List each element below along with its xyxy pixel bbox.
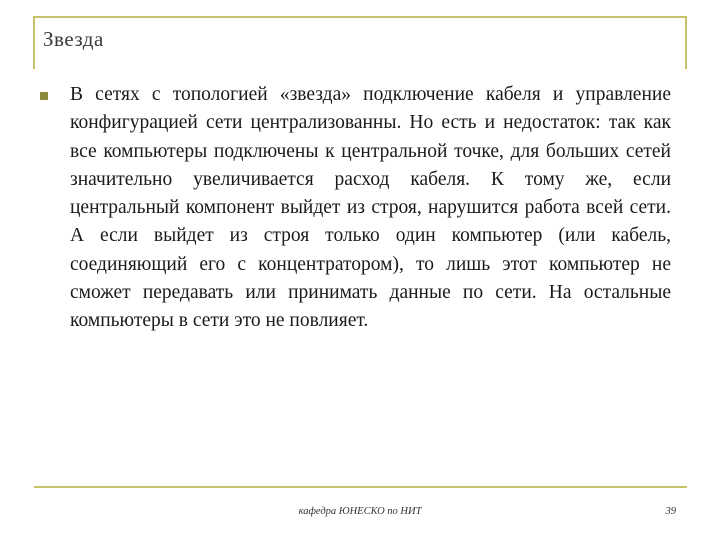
footer-divider	[34, 486, 687, 488]
title-frame-left-line	[33, 16, 35, 69]
slide-body-text: В сетях с топологией «звезда» подключение кабеля и управление конфигурацией сети централизованны. Но есть и недостаток: так как все компьютеры подключены к центральной точке, для больших сетей значительно увеличивается расход кабеля. К тому же, если центральный компонент выйдет из строя, нарушится работа всей сети. А если выйдет из строя только один компьютер (или кабель, соединяющий его с концентратором), то лишь этот компьютер не сможет передавать или принимать данные по сети. На остальные компьютеры в сети это не повлияет.	[70, 84, 671, 332]
title-frame-top-line	[34, 16, 687, 18]
title-frame-right-line	[685, 16, 687, 69]
page-number: 39	[665, 506, 676, 517]
slide-title: Звезда	[43, 27, 104, 51]
bullet-square-icon	[40, 92, 48, 100]
footer-caption: кафедра ЮНЕСКО по НИТ	[298, 506, 422, 517]
